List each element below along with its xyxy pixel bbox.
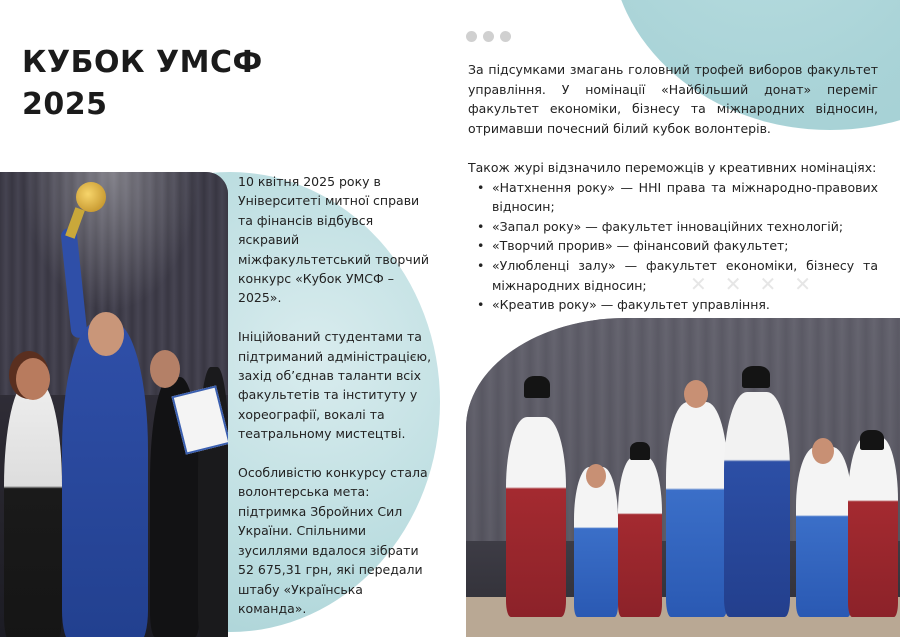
intro-text — [238, 172, 434, 637]
folk-dance-photo — [466, 318, 900, 637]
dot-icon — [483, 31, 494, 42]
page-title: КУБОК УМСФ 2025 — [22, 45, 263, 122]
award-ceremony-photo — [0, 172, 228, 637]
list-item: • «Запал року» — факультет інноваційних технологій; — [468, 217, 878, 237]
intro-paragraph-3: Особливістю конкурсу стала волонтерська мета: підтримка Збройних Сил України. Спільними зусиллями вдалося зібрати 52 675,31 грн, які передали штабу «Українська команда». — [238, 465, 428, 616]
cross-icon: ✕ — [690, 272, 707, 296]
intro-paragraph-1: 10 квітня 2025 року в Університеті митної справи та фінансів відбувся яскравий міжфакультетський творчий конкурс «Кубок УМСФ – 2025». — [238, 174, 429, 306]
dancer-figure — [848, 437, 898, 617]
dot-icon — [466, 31, 477, 42]
cross-icon: ✕ — [759, 272, 777, 296]
person-head — [16, 358, 50, 400]
person-figure — [4, 382, 62, 637]
dancer-hat — [524, 376, 550, 398]
list-item: • «Натхнення року» — ННІ права та міжнародно-правових відносин; — [468, 178, 878, 217]
results-paragraph: За підсумками змагань головний трофей виборов факультет управління. У номінації «Найбільший донат» переміг факультет економіки, бізнесу та міжнародних відносин, отримавши почесний білий кубок волонтерів. — [468, 62, 878, 136]
decorative-dots — [466, 31, 511, 42]
dancer-head — [586, 464, 606, 488]
stage-light — [20, 172, 200, 312]
jury-intro: Також журі відзначило переможців у креативних номінаціях: — [468, 160, 877, 175]
dancer-hat — [742, 366, 770, 388]
dancer-figure — [574, 467, 618, 617]
dancer-head — [812, 438, 834, 464]
dancer-figure — [666, 402, 728, 617]
dancer-figure — [618, 457, 662, 617]
dancer-hat — [860, 430, 884, 450]
winner-figure — [62, 322, 148, 637]
dot-icon — [500, 31, 511, 42]
list-item: • «Творчий прорив» — фінансовий факультет; — [468, 236, 878, 256]
dancer-hat — [630, 442, 650, 460]
dancer-head — [684, 380, 708, 408]
dancer-figure — [724, 392, 790, 617]
cross-icon: ✕ — [724, 272, 742, 296]
jury-section — [468, 158, 878, 315]
person-head — [150, 350, 180, 388]
list-item: • «Креатив року» — факультет управління. — [468, 295, 878, 315]
intro-paragraph-2: Ініційований студентами та підтриманий адміністрацією, захід об’єднав таланти всіх факультетів та інституту у хореографії, вокалі та театральному мистецтві. — [238, 329, 432, 442]
dancer-figure — [796, 447, 852, 617]
person-head — [88, 312, 124, 356]
trophy-cup-icon — [76, 182, 106, 212]
decorative-cross-marks — [690, 272, 811, 296]
list-item: • «Улюбленці залу» — факультет економіки, бізнесу та міжнародних відносин; — [468, 256, 878, 295]
cross-icon: ✕ — [794, 272, 812, 296]
nominations-list — [468, 178, 878, 315]
dancer-figure — [506, 417, 566, 617]
